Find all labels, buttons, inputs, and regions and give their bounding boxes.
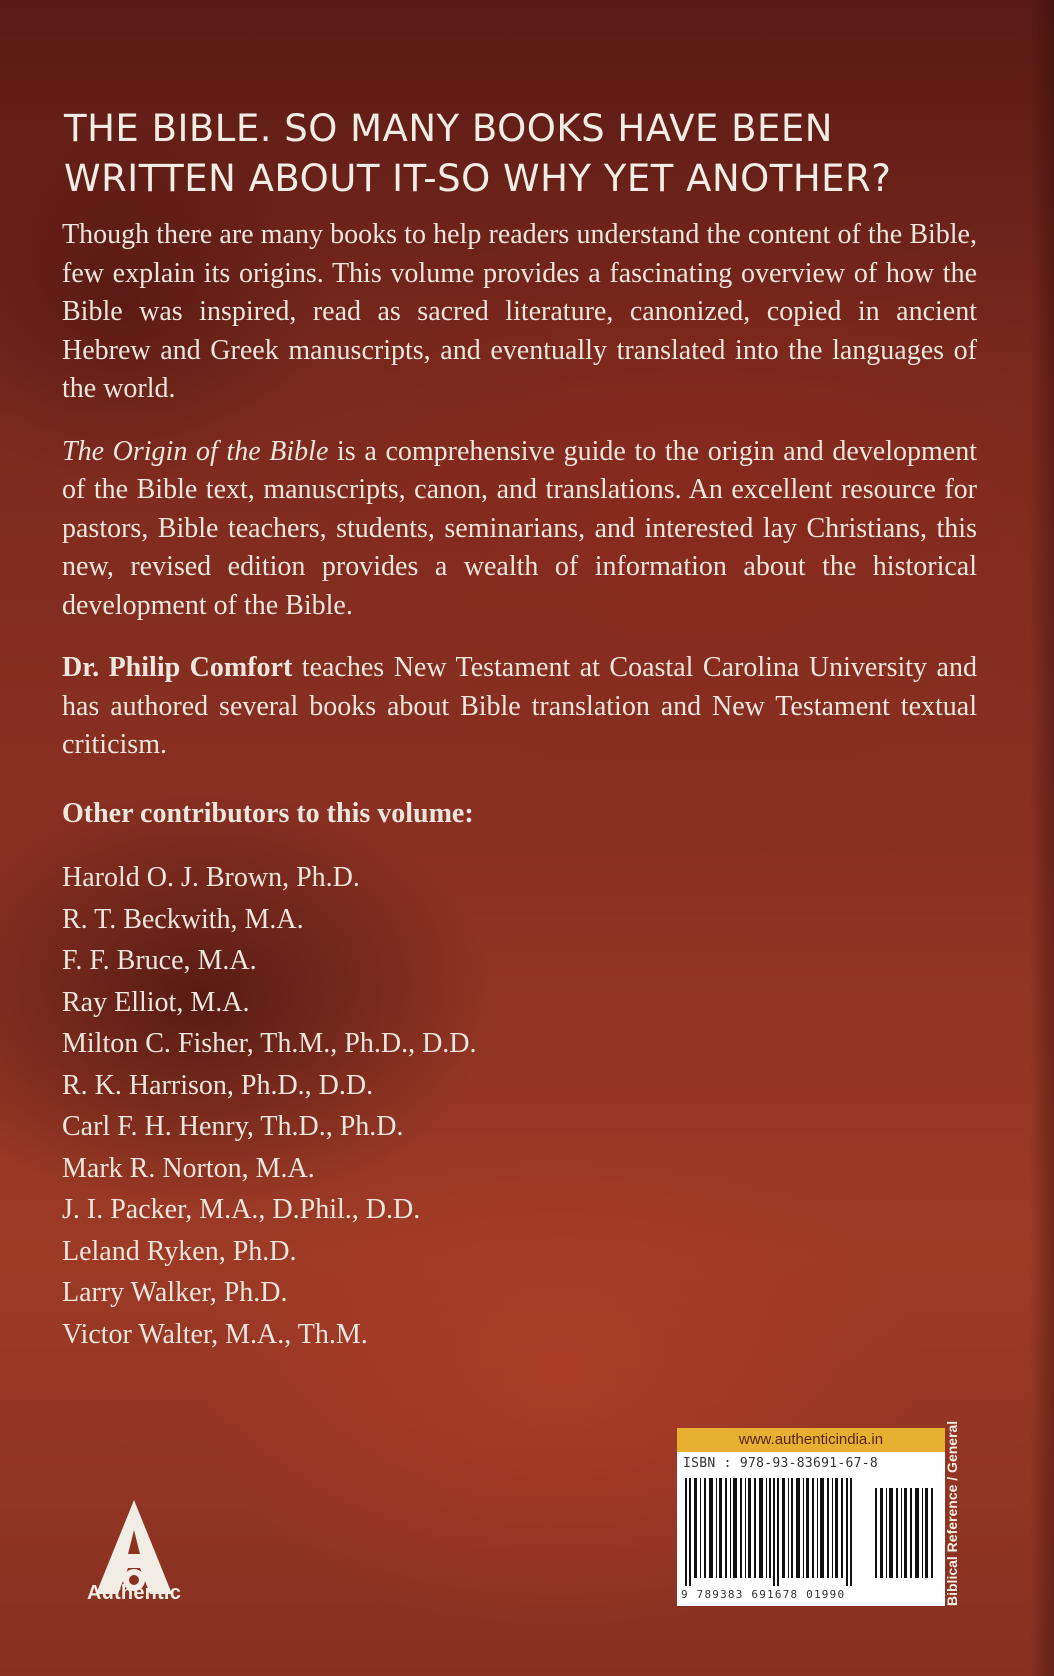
isbn-label: ISBN : 978-93-83691-67-8 [683,1456,879,1471]
barcode-box [677,1428,945,1606]
contributor-item: F. F. Bruce, M.A. [62,945,257,976]
contributor-item: Victor Walter, M.A., Th.M. [62,1318,368,1350]
contributors-heading: Other contributors to this volume: [62,797,474,829]
author-bio-text: teaches New Testament at Coastal Carolina University and has authored several books about Bible translation and New Testament textual criticism. [62,652,977,760]
author-bio [62,649,977,765]
headline [64,104,1004,204]
contributor-item: R. T. Beckwith, M.A. [62,903,304,935]
category-label: Biblical Reference / General [944,1420,960,1606]
publisher-url: www.authenticindia.in [677,1428,945,1452]
contributors-list [62,857,977,1355]
book-title: The Origin of the Bible [62,435,329,467]
author-name: Dr. Philip Comfort [62,652,293,683]
barcode-digits: 9 789383 691678 01990 [681,1588,846,1601]
contributor-item: Ray Elliot, M.A. [62,986,250,1018]
contributor-item: Carl F. H. Henry, Th.D., Ph.D. [62,1111,404,1142]
contributor-item: R. K. Harrison, Ph.D., D.D. [62,1069,374,1101]
blurb-paragraph-1: Though there are many books to help readers understand the content of the Bible, few explain its origins. This volume provides a fascinating overview of how the Bible was inspired, read as sacred literature, canonized, copied in ancient Hebrew and Greek manuscripts, and eventually translated into the languages of the world. [62,219,977,404]
barcode-bars [681,1478,941,1586]
blurb-paragraph-2 [62,433,977,626]
cover-edge-shadow [1030,0,1054,1676]
publisher-name: Authentic [87,1582,182,1604]
contributor-item: Mark R. Norton, M.A. [62,1152,315,1184]
headline-line-1: THE BIBLE. SO MANY BOOKS HAVE BEEN [64,107,833,150]
contributor-item: Milton C. Fisher, Th.M., Ph.D., D.D. [62,1028,477,1059]
headline-line-2: WRITTEN ABOUT IT-SO WHY YET ANOTHER? [64,157,892,200]
contributor-item: Leland Ryken, Ph.D. [62,1235,297,1267]
blurb-body [62,216,977,1355]
contributor-item: J. I. Packer, M.A., D.Phil., D.D. [62,1194,421,1225]
blurb-paragraph-2-text: is a comprehensive guide to the origin and development of the Bible text, manuscripts, canon, and translations. An excellent resource for pastors, Bible teachers, students, seminarians, and interested lay Christians, this new, revised edition provides a wealth of information about the historical development of the Bible. [62,435,977,621]
contributor-item: Harold O. J. Brown, Ph.D. [62,862,360,893]
contributor-item: Larry Walker, Ph.D. [62,1277,288,1308]
